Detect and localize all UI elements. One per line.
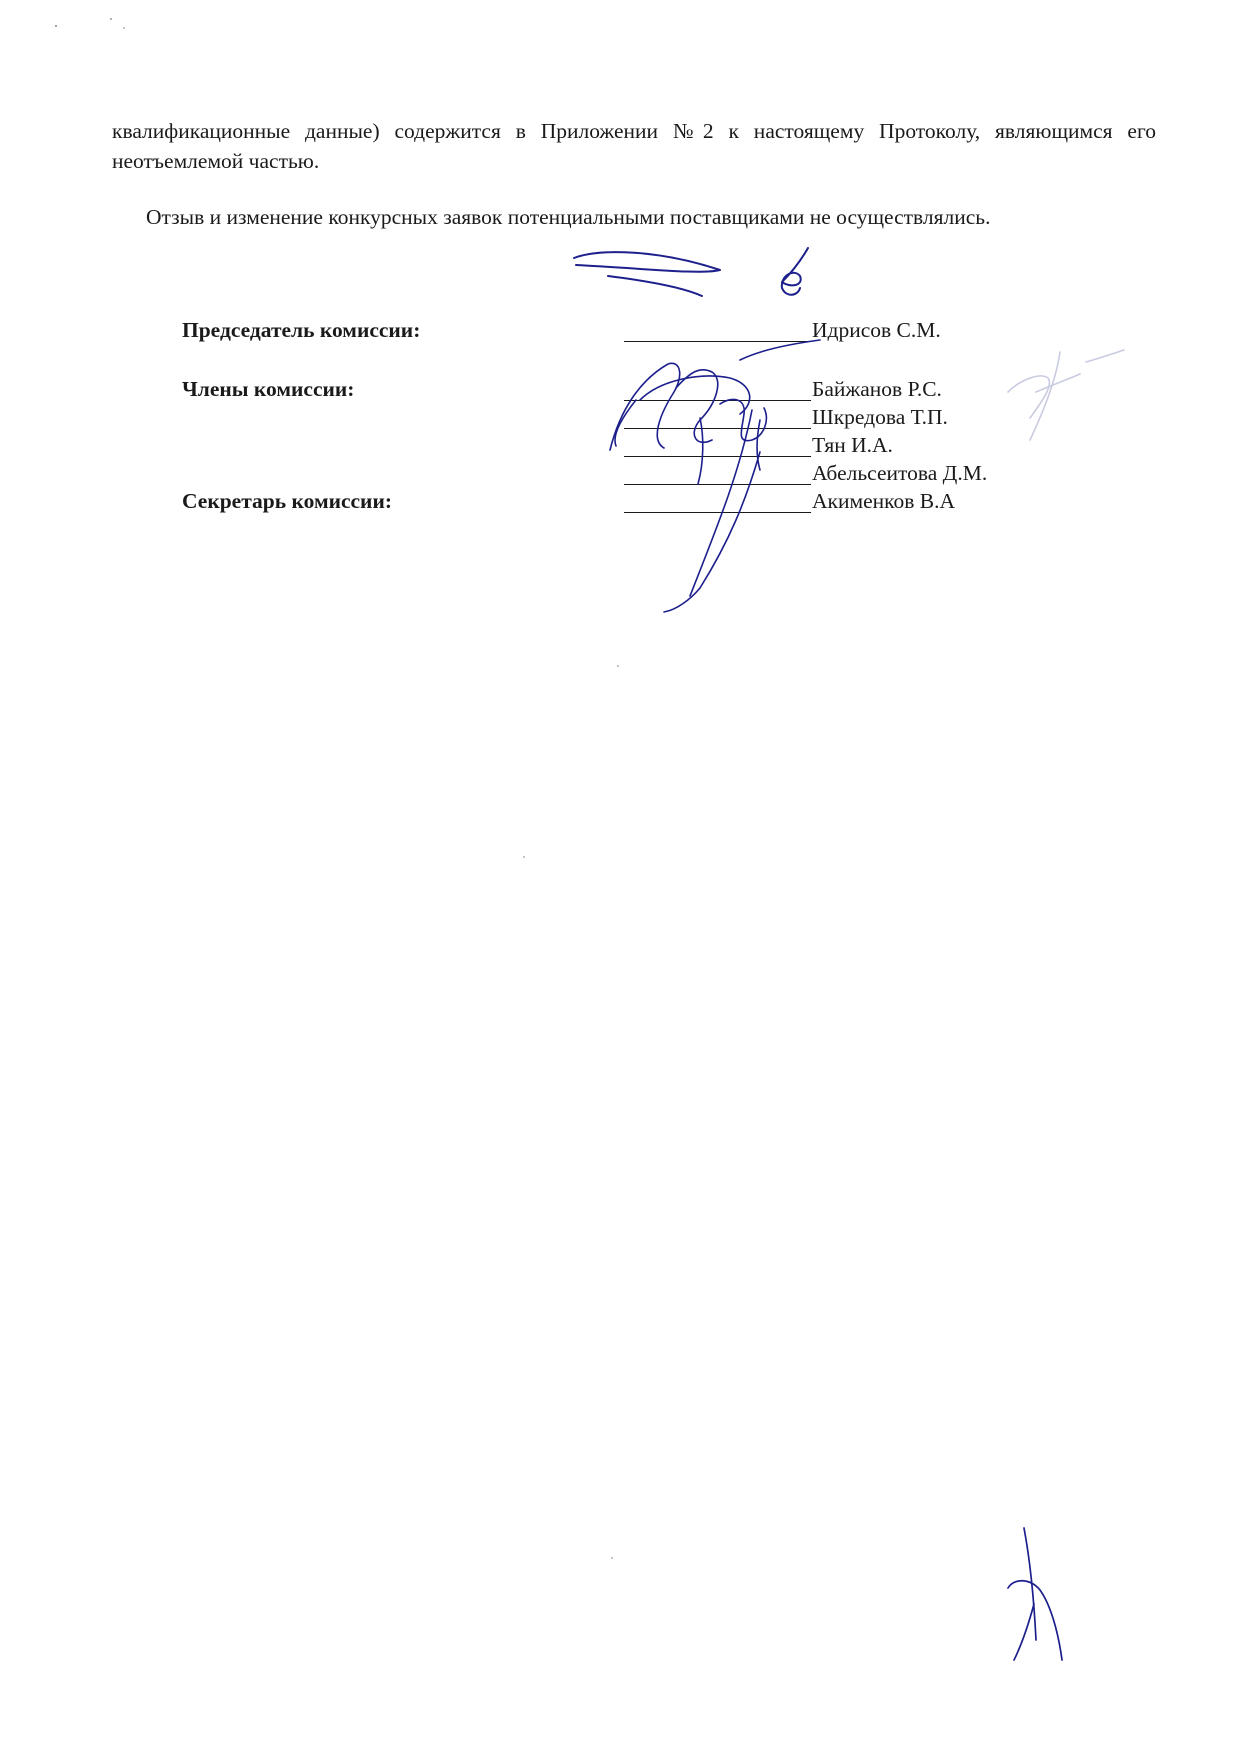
member-signature-line [624,428,811,429]
secretary-signature-line [624,512,811,513]
secretary-label: Секретарь комиссии: [182,489,392,513]
paraph-signature-icon [574,248,808,296]
members-signature-icon [610,340,820,612]
initial-signature-icon [1008,1528,1062,1660]
member-name: Абельсеитова Д.М. [812,461,988,485]
member-signature-line [624,484,811,485]
chair-label: Председатель комиссии: [182,318,421,342]
withdrawal-paragraph: Отзыв и изменение конкурсных заявок потенциальными поставщиками не осуществлялись. [146,205,991,229]
chair-name: Идрисов С.М. [812,318,941,342]
faint-signature-icon [1008,350,1124,440]
members-label: Члены комиссии: [182,377,355,401]
member-signature-line [624,400,811,401]
chair-signature-line [624,341,811,342]
member-name: Байжанов Р.С. [812,377,942,401]
member-name: Тян И.А. [812,433,893,457]
member-signature-line [624,456,811,457]
member-name: Шкредова Т.П. [812,405,948,429]
qualification-paragraph: квалификационные данные) содержится в Приложении №2 к настоящему Протоколу, являющимся его неотъемлемой частью. [112,119,1156,173]
scan-specks [55,18,619,1559]
secretary-name: Акименков В.А [812,489,956,513]
